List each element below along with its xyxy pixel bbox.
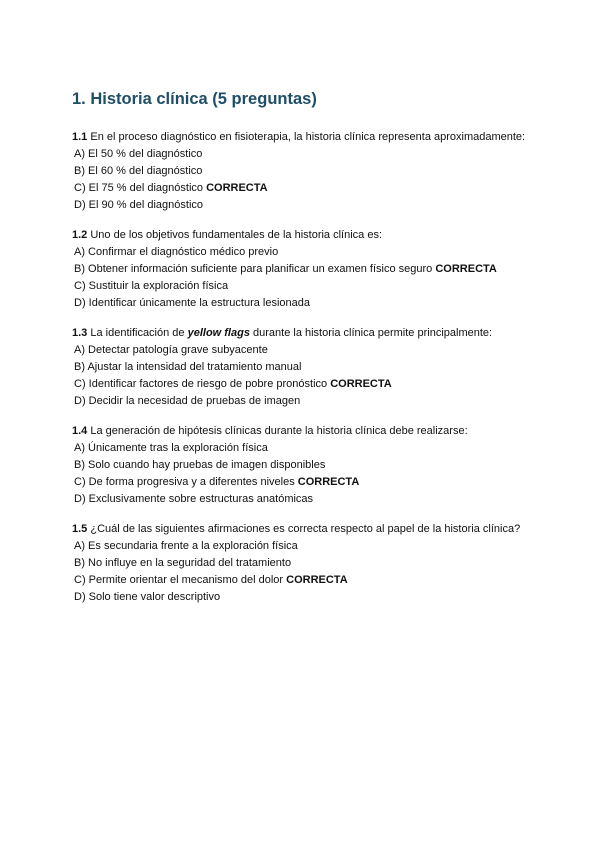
option-label: B) Solo cuando hay pruebas de imagen disponibles <box>74 459 326 471</box>
option-label: D) El 90 % del diagnóstico <box>74 199 204 211</box>
answer-option-d <box>72 589 540 606</box>
question-text <box>72 423 540 440</box>
question-number: 1.4 <box>72 425 88 437</box>
question-1-1 <box>72 129 540 214</box>
correct-tag: CORRECTA <box>435 263 497 275</box>
answer-option-b <box>72 457 540 474</box>
answer-option-b <box>72 555 540 572</box>
option-label: A) Únicamente tras la exploración física <box>74 442 268 454</box>
option-label: A) Es secundaria frente a la exploración física <box>74 540 298 552</box>
option-label: B) Obtener información suficiente para planificar un examen físico seguro <box>74 263 436 275</box>
answer-option-d <box>72 491 540 508</box>
section-title: 1. Historia clínica (5 preguntas) <box>72 90 317 108</box>
question-number: 1.2 <box>72 229 88 241</box>
correct-tag: CORRECTA <box>286 574 348 586</box>
question-number: 1.3 <box>72 327 88 339</box>
answer-option-c <box>72 180 540 197</box>
question-1-4 <box>72 423 540 508</box>
answer-option-b <box>72 163 540 180</box>
answer-option-c <box>72 376 540 393</box>
option-label: D) Decidir la necesidad de pruebas de imagen <box>74 395 301 407</box>
option-label: B) No influye en la seguridad del tratamiento <box>74 557 292 569</box>
answer-option-a <box>72 146 540 163</box>
option-label: C) Sustituir la exploración física <box>74 280 229 292</box>
option-label: C) Permite orientar el mecanismo del dolor <box>74 574 287 586</box>
option-label: C) El 75 % del diagnóstico <box>74 182 207 194</box>
answer-options <box>72 342 540 410</box>
option-label: D) Exclusivamente sobre estructuras anatómicas <box>74 493 314 505</box>
answer-option-c <box>72 474 540 491</box>
answer-option-b <box>72 261 540 278</box>
question-1-5 <box>72 521 540 606</box>
option-label: B) Ajustar la intensidad del tratamiento manual <box>74 361 302 373</box>
correct-tag: CORRECTA <box>297 476 360 488</box>
question-stem: La generación de hipótesis clínicas durante la historia clínica debe realizarse: <box>87 425 468 437</box>
question-stem: En el proceso diagnóstico en fisioterapia, la historia clínica representa aproximadamente: <box>87 131 526 143</box>
answer-option-d <box>72 393 540 410</box>
option-label: D) Solo tiene valor descriptivo <box>74 591 221 603</box>
answer-option-a <box>72 440 540 457</box>
answer-option-c <box>72 278 540 295</box>
question-text <box>72 227 540 244</box>
question-stem-emphasis: yellow flags <box>187 327 250 339</box>
question-text <box>72 521 540 538</box>
answer-option-c <box>72 572 540 589</box>
answer-options <box>72 538 540 606</box>
answer-option-d <box>72 295 540 312</box>
answer-options <box>72 146 540 214</box>
question-stem: Uno de los objetivos fundamentales de la historia clínica es: <box>87 229 383 241</box>
option-label: D) Identificar únicamente la estructura lesionada <box>74 297 311 309</box>
question-stem-start: La identificación de <box>87 327 188 339</box>
answer-option-a <box>72 538 540 555</box>
answer-option-a <box>72 244 540 261</box>
answer-option-d <box>72 197 540 214</box>
question-stem-end: durante la historia clínica permite principalmente: <box>249 327 493 339</box>
question-text <box>72 325 540 342</box>
correct-tag: CORRECTA <box>330 378 392 390</box>
option-label: A) Detectar patología grave subyacente <box>74 344 268 356</box>
question-1-3 <box>72 325 540 410</box>
option-label: C) Identificar factores de riesgo de pobre pronóstico <box>74 378 331 390</box>
answer-options <box>72 244 540 312</box>
option-label: C) De forma progresiva y a diferentes niveles <box>74 476 298 488</box>
option-label: A) Confirmar el diagnóstico médico previo <box>74 246 279 258</box>
option-label: A) El 50 % del diagnóstico <box>74 148 203 160</box>
question-number: 1.5 <box>72 523 88 535</box>
question-number: 1.1 <box>72 131 88 143</box>
answer-option-b <box>72 359 540 376</box>
answer-option-a <box>72 342 540 359</box>
answer-options <box>72 440 540 508</box>
correct-tag: CORRECTA <box>206 182 268 194</box>
question-1-2 <box>72 227 540 312</box>
question-text <box>72 129 540 146</box>
question-stem: ¿Cuál de las siguientes afirmaciones es correcta respecto al papel de la historia clínica? <box>87 523 521 535</box>
option-label: B) El 60 % del diagnóstico <box>74 165 203 177</box>
